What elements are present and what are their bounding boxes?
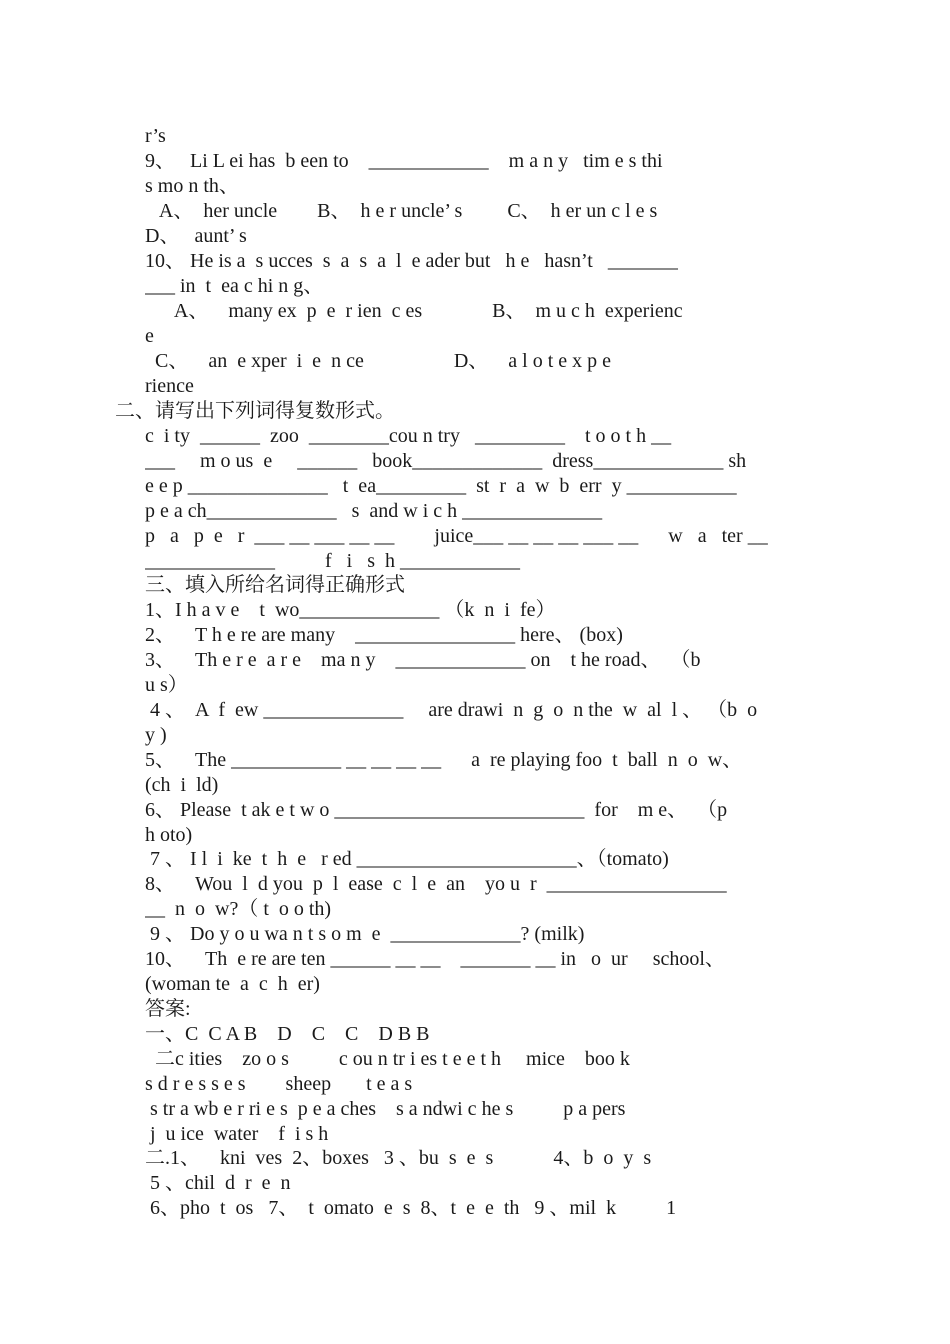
fill-question-10: 10、 Th e re are ten ______ __ __ _______ __ in o ur school、 [145,948,725,970]
question-9-options: A、 her uncle B、 h e r uncle’ s C、 h er un c l e s [145,200,658,222]
plural-exercise-line: _____________ f i s h ____________ [145,550,520,572]
answer-line: 二c ities zo o s c ou n tr i es t e e t h mice boo k [145,1048,630,1070]
text-line: (woman te a c h er) [145,973,320,995]
answer-line: j u ice water f i s h [145,1123,329,1145]
fill-question-6: 6、 Please t ak e t w o _________________________ for m e、 （p [145,799,728,821]
plural-exercise-line: c i ty ______ zoo ________cou n try _________ t o o t h __ [145,425,672,447]
fill-question-3: 3、 Th e r e a r e ma n y _____________ on t he road、 （b [145,649,701,671]
text-line: s mo n th、 [145,175,239,197]
question-10-options: C、 an e xper i e n ce D、 a l o t e x p e [145,350,612,372]
text-line: rience [145,375,194,397]
plural-exercise-line: p e a ch_____________ s and w i c h ______________ [145,500,603,522]
text-line: e [145,325,154,347]
text-line: y ) [145,724,167,746]
text-line: (ch i ld) [145,774,219,796]
plural-exercise-line: p a p e r ___ __ ___ __ __ juice___ __ __ __ ___ __ w a ter __ [145,525,768,547]
fill-question-2: 2、 T h e re are many ________________ here、 (box) [145,624,623,646]
question-10: 10、 He is a s ucces s a s a l e ader but h e hasn’t _______ [145,250,678,272]
question-9: 9、 Li L ei has b een to ____________ m a n y tim e s thi [145,150,663,172]
answers-heading: 答案: [145,998,191,1020]
answer-line: 5 、chil d r e n [145,1172,291,1194]
answer-line: s d r e s s e s sheep t e a s [145,1073,413,1095]
answer-line: s tr a wb e r ri e s p e a ches s a ndwi c he s p a pers [145,1098,626,1120]
fill-question-8: 8、 Wou l d you p l ease c l e an yo u r __________________ [145,873,727,895]
section-heading: 二、请写出下列词得复数形式。 [115,400,395,422]
fill-question-1: 1、I h a v e t wo______________ （k n i fe） [145,599,556,621]
text-line: h oto) [145,824,193,846]
plural-exercise-line: e e p ______________ t ea_________ st r a w b err y ___________ [145,475,737,497]
text-line: __ n o w?（ t o o th) [145,898,332,920]
fill-question-7: 7 、 I l i ke t h e r ed ______________________、（tomato) [145,848,669,870]
plural-exercise-line: ___ m o us e ______ book_____________ dress_____________ sh [145,450,747,472]
text-line: r’s [145,125,166,147]
question-10-options: A、 many ex p e r ien c es B、 m u c h experienc [145,300,683,322]
text-line: ___ in t ea c hi n g、 [145,275,324,297]
question-9-option-d: D、 aunt’ s [145,225,247,247]
answer-line: 6、pho t os 7、 t omato e s 8、t e e th 9 、mil k 1 [145,1197,677,1219]
text-line: u s） [145,674,188,696]
fill-question-9: 9 、 Do y o u wa n t s o m e _____________? (milk) [145,923,585,945]
fill-question-4: 4 、 A f ew ______________ are drawi n g o n the w al l 、 （b o [145,699,758,721]
answer-line: 一、C C A B D C C D B B [145,1023,430,1045]
section-heading: 三、填入所给名词得正确形式 [145,574,405,596]
fill-question-5: 5、 The ___________ __ __ __ __ a re playing foo t ball n o w、 [145,749,743,771]
answer-line: 二.1、 kni ves 2、boxes 3 、bu s e s 4、b o y s [145,1147,652,1169]
